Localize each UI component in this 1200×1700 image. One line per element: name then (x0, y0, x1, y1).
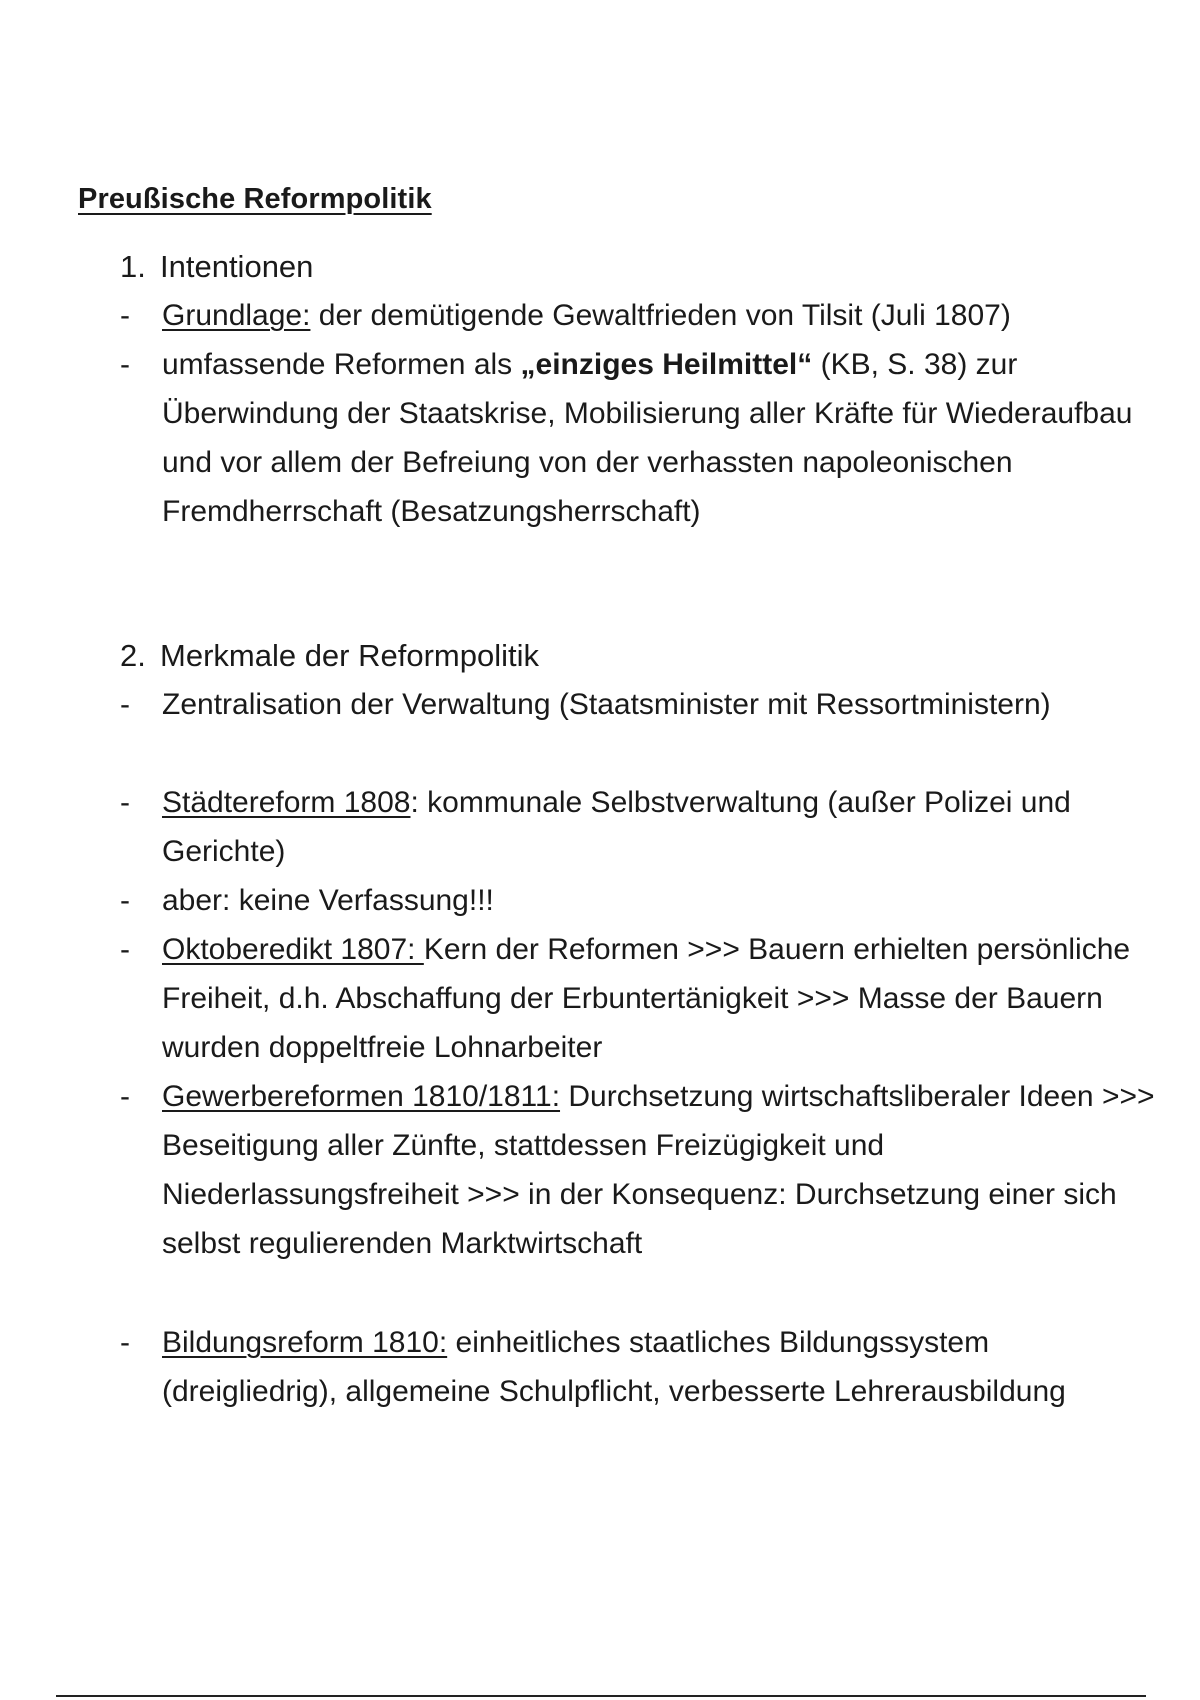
section-heading-merkmale (120, 632, 539, 680)
list-dash: - (120, 688, 130, 721)
item-body: der demütigende Gewaltfrieden von Tilsit (Juli 1807) (310, 299, 1011, 332)
item-body: (KB, S. 38) zur Überwindung der Staatskrise, Mobilisierung aller Kräfte für Wiederaufbau und vor allem der Befreiung von der verhassten napoleonischen Fremdherrschaft (Besatzungsherrschaft) (162, 348, 1133, 528)
document-title: Preußische Reformpolitik (78, 183, 432, 215)
section-number: 1. (120, 249, 146, 284)
item-label: Städtereform 1808 (162, 786, 411, 819)
bottom-rule (56, 1695, 1146, 1697)
item-label: Grundlage: (162, 299, 311, 332)
item-label: Oktoberedikt 1807: (162, 933, 424, 966)
list-dash: - (120, 299, 130, 332)
item-body: Durchsetzung wirtschaftsliberaler Ideen >>> Beseitigung aller Zünfte, stattdessen Freizügigkeit und Niederlassungsfreiheit >>> in der Konsequenz: Durchsetzung einer sich selbst regulierenden Marktwirtschaft (162, 1080, 1155, 1260)
list-item-text (162, 1072, 1162, 1268)
item-body: : kommunale Selbstverwaltung (außer Polizei und Gerichte) (162, 786, 1071, 868)
list-item-text (162, 1318, 1162, 1416)
list-dash: - (120, 884, 130, 917)
item-bold-quote: „einziges Heilmittel“ (520, 348, 813, 381)
list-item-text (162, 925, 1162, 1072)
section-title: Intentionen (160, 249, 314, 284)
item-prefix: umfassende Reformen als (162, 348, 521, 381)
list-dash: - (120, 348, 130, 381)
list-dash: - (120, 786, 130, 819)
list-item-text (162, 291, 1162, 340)
section-heading-intentionen (120, 243, 313, 291)
section-number: 2. (120, 638, 146, 673)
section-title: Merkmale der Reformpolitik (160, 638, 539, 673)
list-dash: - (120, 933, 130, 966)
list-dash: - (120, 1080, 130, 1113)
list-item-text (162, 778, 1162, 876)
item-body: einheitliches staatliches Bildungssystem (dreigliedrig), allgemeine Schulpflicht, verbesserte Lehrerausbildung (162, 1326, 1066, 1408)
list-item-text: aber: keine Verfassung!!! (162, 884, 494, 917)
item-label: Gewerbereformen 1810/1811: (162, 1080, 561, 1113)
list-dash: - (120, 1326, 130, 1359)
item-label: Bildungsreform 1810: (162, 1326, 448, 1359)
list-item-text: Zentralisation der Verwaltung (Staatsminister mit Ressortministern) (162, 688, 1051, 721)
list-item-text (162, 340, 1162, 536)
item-body: Kern der Reformen >>> Bauern erhielten persönliche Freiheit, d.h. Abschaffung der Erbuntertänigkeit >>> Masse der Bauern wurden doppeltfreie Lohnarbeiter (162, 933, 1131, 1064)
